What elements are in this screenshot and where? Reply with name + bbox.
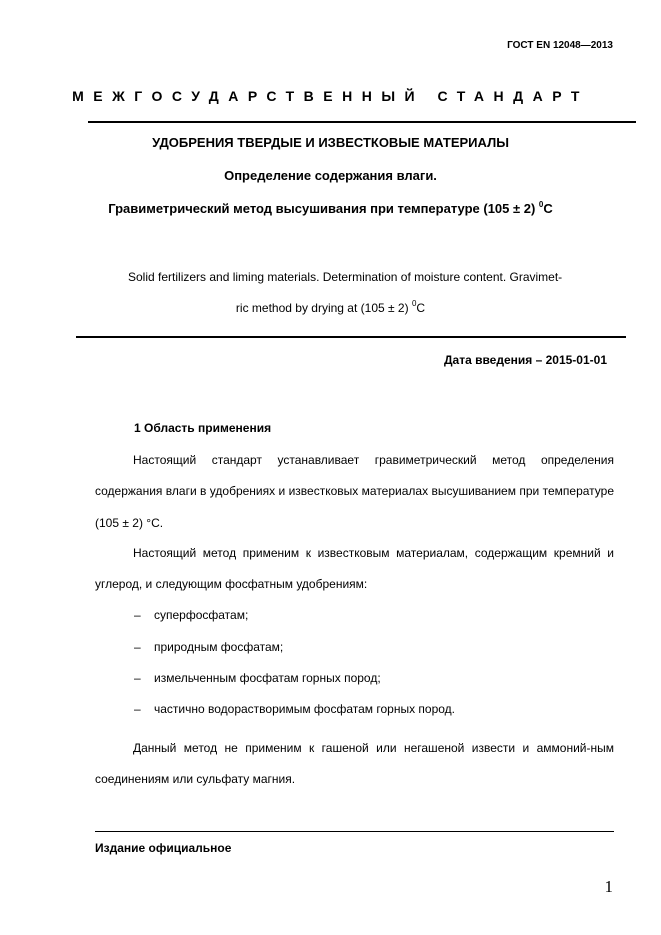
english-title-line1: Solid fertilizers and liming materials. Determination of moisture content. Gravimet-	[128, 270, 563, 284]
document-method-title	[0, 201, 661, 216]
document-subtitle: Определение содержания влаги.	[224, 168, 437, 183]
page-number: 1	[604, 877, 613, 896]
list-item	[134, 671, 381, 685]
list-item-text: суперфосфатам;	[154, 608, 249, 622]
gost-code: ГОСТ EN 12048—2013	[507, 40, 613, 51]
scope-paragraph-2: Настоящий метод применим к известковым материалам, содержащим кремний и углерод, и следующим фосфатным удобрениям:	[95, 546, 614, 592]
list-item-text: частично водорастворимым фосфатам горных пород.	[154, 702, 456, 716]
english-title-line2	[0, 301, 661, 315]
method-title-superscript: 0	[538, 199, 544, 209]
list-item	[134, 640, 283, 654]
top-divider	[88, 121, 636, 123]
list-item	[134, 608, 248, 622]
introduction-date: Дата введения – 2015-01-01	[443, 353, 607, 367]
list-dash: –	[134, 640, 141, 654]
standard-type-heading: МЕЖГОСУДАРСТВЕННЫЙ СТАНДАРТ	[72, 88, 589, 104]
english-title-superscript: 0	[411, 299, 417, 308]
scope-paragraph-3: Данный метод не применим к гашеной или негашеной извести и аммоний-ным соединениям или сульфату магния.	[95, 741, 614, 787]
list-item	[134, 702, 455, 716]
list-dash: –	[134, 608, 141, 622]
section-heading: 1 Область применения	[134, 421, 272, 435]
document-title: УДОБРЕНИЯ ТВЕРДЫЕ И ИЗВЕСТКОВЫЕ МАТЕРИАЛЫ	[152, 135, 509, 150]
method-title-text: Гравиметрический метод высушивания при температуре (105 ± 2)	[108, 201, 536, 216]
english-title-line2-text: ric method by drying at (105 ± 2)	[235, 301, 409, 315]
list-dash: –	[134, 702, 141, 716]
list-dash: –	[134, 671, 141, 685]
scope-paragraph-1: Настоящий стандарт устанавливает гравиметрический метод определения содержания влаги в удобрениях и известковых материалах высушиванием при температуре (105 ± 2) °С.	[95, 453, 614, 530]
english-title-unit: C	[416, 301, 426, 315]
footer-divider	[95, 831, 614, 832]
middle-divider	[76, 336, 626, 338]
list-item-text: измельченным фосфатам горных пород;	[154, 671, 381, 685]
edition-label: Издание официальное	[95, 841, 232, 855]
list-item-text: природным фосфатам;	[154, 640, 284, 654]
method-title-unit: C	[543, 201, 553, 216]
